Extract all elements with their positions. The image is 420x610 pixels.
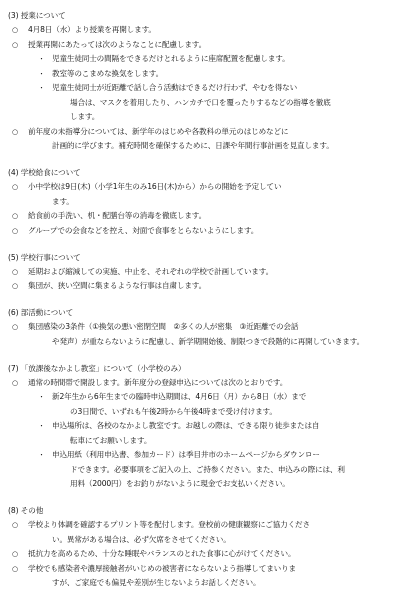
continuation-line [8, 576, 412, 591]
continuation-line [8, 139, 412, 154]
line-text: 用料（2000円）をお釣りがないように現金でお支払いください。 [70, 479, 290, 488]
line-text: ドできます。必要事項をご記入の上、ご持参ください。また、申込みの際には、利 [70, 464, 345, 474]
circle-bullet-icon: ○ [12, 282, 18, 290]
continuation-line [8, 533, 412, 548]
line-text: 給食前の手洗い、机・配膳台等の消毒を徹底します。 [28, 211, 207, 220]
section-heading: (5) 学校行事について [8, 252, 81, 262]
circle-bullet-icon: ○ [12, 26, 18, 34]
section-heading: (6) 部活動について [8, 308, 74, 317]
line-text: 申込用紙（利用申込書、参加カード）は季目井市のホームページからダウンロー [52, 450, 320, 459]
bullet-item [8, 547, 412, 562]
continuation-line [8, 195, 412, 210]
line-text: い。異常がある場合は、必ず欠席をさせてください。 [52, 534, 231, 544]
circle-bullet-icon: ○ [12, 226, 18, 235]
section-heading: (3) 授業について [8, 11, 66, 20]
continuation-line [8, 434, 412, 449]
document-page [8, 8, 412, 602]
circle-bullet-icon: ○ [12, 564, 18, 573]
sub-bullet-item [8, 448, 412, 463]
line-text: すが、ご家庭でも偏見や差別が生じないようお話しください。 [52, 578, 261, 587]
line-text: ます。 [52, 196, 74, 206]
bullet-item [8, 562, 412, 577]
continuation-line [8, 110, 412, 125]
continuation-line [8, 477, 412, 492]
line-text: 学校でも感染者や濃厚接触者がいじめの被害者にならないよう指導してまいりま [28, 563, 296, 573]
line-text: 計画的に学びます。補充時間を確保するために、日課や年間行事計画を見直します。 [52, 141, 334, 150]
bullet-item [8, 180, 412, 195]
document-section [8, 305, 412, 349]
continuation-line [8, 96, 412, 111]
line-text: 延期および縮減しての実施、中止を、それぞれの学校で計画しています。 [28, 266, 274, 276]
line-text: 集団感染の3条件（①換気の悪い密閉空間 ②多くの人が密集 ③近距離での会話 [28, 322, 299, 331]
line-text: します。 [70, 112, 100, 121]
dot-bullet-icon: ・ [38, 69, 45, 78]
line-text: や発声）が重ならないように配慮し、新学期開始後、制限つきで段階的に再開していきます。 [52, 336, 365, 346]
dot-bullet-icon: ・ [38, 451, 45, 459]
circle-bullet-icon: ○ [12, 40, 18, 49]
document-section [8, 8, 412, 154]
line-text: 抵抗力を高めるため、十分な睡眠やバランスのとれた食事に心がけてください。 [28, 549, 296, 558]
line-text: 申込場所は、各校のなかよし教室です。お越しの際は、できる限り徒歩または自 [52, 421, 320, 430]
bullet-item [8, 518, 412, 533]
bullet-item [8, 125, 412, 140]
line-text: グループでの会食などを控え、対面で食事をとらないようにします。 [28, 225, 259, 235]
line-text: 授業再開にあたっては次のようなことに配慮します。 [28, 39, 207, 49]
bullet-item [8, 23, 412, 38]
bullet-item [8, 279, 412, 294]
dot-bullet-icon: ・ [38, 393, 45, 401]
circle-bullet-icon: ○ [12, 212, 18, 220]
continuation-line [8, 463, 412, 478]
bullet-item [8, 265, 412, 280]
document-section [8, 165, 412, 238]
circle-bullet-icon: ○ [12, 550, 18, 558]
line-text: 4月8日（水）より授業を再開します。 [28, 25, 156, 34]
dot-bullet-icon: ・ [38, 422, 45, 430]
dot-bullet-icon: ・ [38, 84, 45, 92]
line-text: 学校より体調を確認するプリント等を配付します。登校前の健康観察にご協力くださ [28, 520, 310, 529]
section-heading: (4) 学校給食について [8, 168, 81, 177]
line-text: 前年度の未指導分については、新学年のはじめや各教科の単元のはじめなどに [28, 126, 289, 136]
circle-bullet-icon: ○ [12, 267, 18, 276]
bullet-item [8, 38, 412, 53]
sections-container [8, 8, 412, 591]
document-section [8, 250, 412, 294]
continuation-line [8, 335, 412, 350]
section-heading: (7) 「放課後なかよし教室」について（小学校のみ） [8, 363, 186, 373]
circle-bullet-icon: ○ [12, 127, 18, 136]
sub-bullet-item [8, 67, 412, 82]
bullet-item [8, 376, 412, 391]
bullet-item [8, 209, 412, 224]
circle-bullet-icon: ○ [12, 323, 18, 331]
document-section [8, 503, 412, 591]
line-text: 通常の時間帯で開設します。新年度分の登録申込については次のとおりです。 [28, 377, 288, 387]
line-text: 児童生徒同士が近距離で話し合う活動はできるだけ行わず、やむを得ない [52, 83, 298, 92]
line-text: 転車にてお願いします。 [70, 435, 152, 445]
sub-bullet-item [8, 419, 412, 434]
bullet-item [8, 320, 412, 335]
bullet-item [8, 224, 412, 239]
line-text: 教室等のこまめな換気をします。 [52, 68, 164, 78]
sub-bullet-item [8, 81, 412, 96]
circle-bullet-icon: ○ [12, 521, 18, 529]
line-text: 児童生徒同士の間隔をできるだけとれるように座席配置を配慮します。 [52, 54, 290, 63]
circle-bullet-icon: ○ [12, 378, 18, 387]
document-section [8, 361, 412, 492]
dot-bullet-icon: ・ [38, 55, 45, 63]
line-text: 場合は、マスクを着用したり、ハンカチで口を覆ったりするなどの指導を徹底 [70, 97, 331, 107]
section-heading: (8) その他 [8, 506, 44, 515]
line-text: 小中学校は9日(木)（小学1年生のみ16日(木)から）からの開始を予定してい [28, 182, 282, 191]
circle-bullet-icon: ○ [12, 183, 18, 191]
line-text: の3日間で、いずれも午後2時から午後4時まで受け付けます。 [70, 406, 277, 416]
line-text: 新2年生から6年生までの臨時申込期間は、4月6日（月）から8日（水）まで [52, 392, 307, 401]
sub-bullet-item [8, 52, 412, 67]
continuation-line [8, 405, 412, 420]
line-text: 集団が、狭い空間に集まるような行事は自粛します。 [28, 281, 207, 290]
sub-bullet-item [8, 390, 412, 405]
